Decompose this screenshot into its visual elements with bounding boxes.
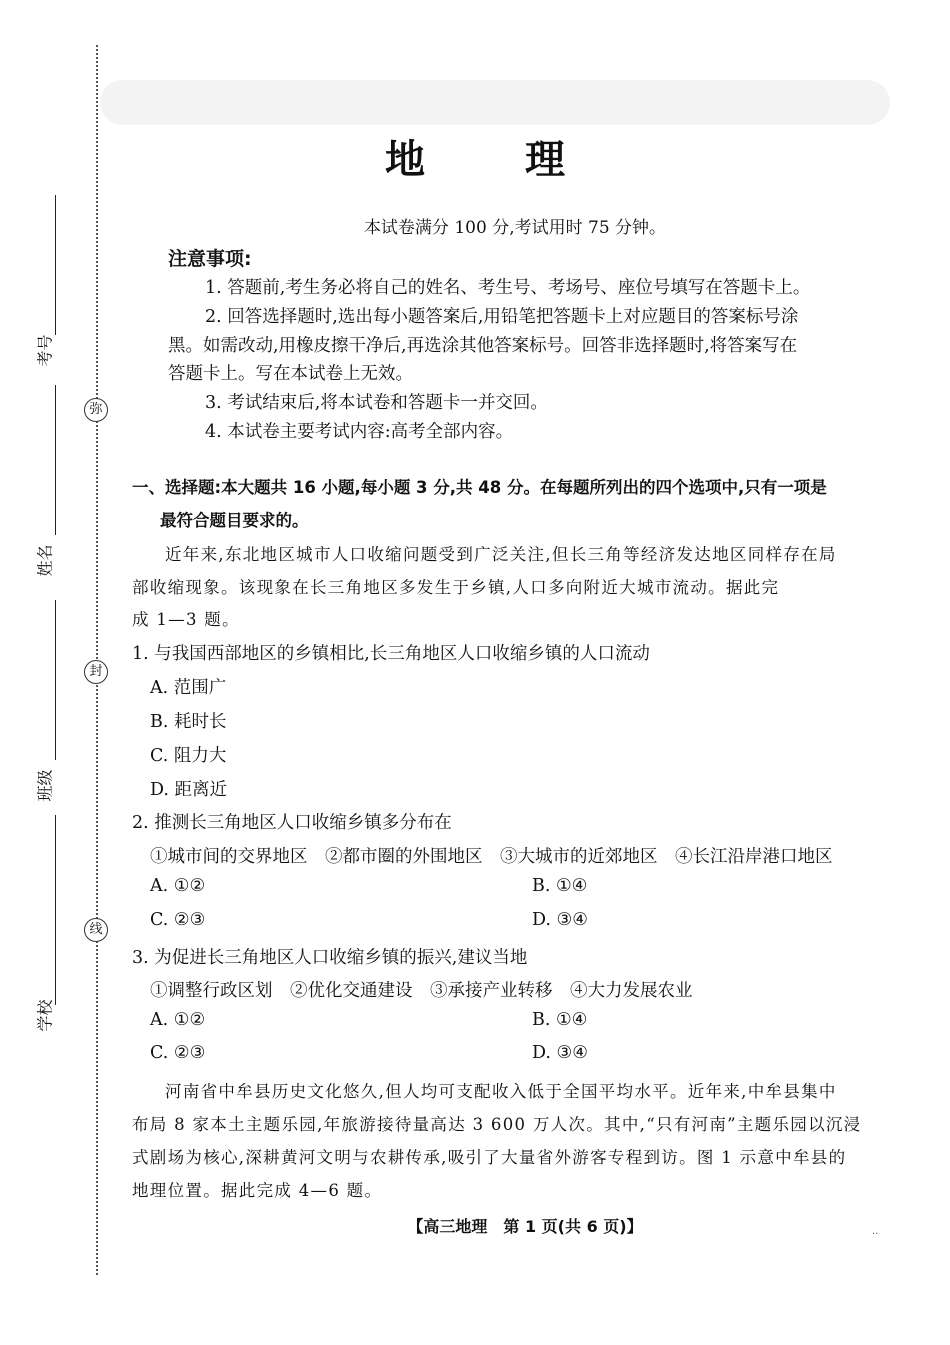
notice-item: 黑。如需改动,用橡皮擦干净后,再选涂其他答案标号。回答非选择题时,将答案写在 [168, 336, 798, 356]
school-label: 学校 [35, 999, 55, 1032]
exam-title: 地理 [385, 137, 665, 183]
option: B. 耗时长 [150, 712, 227, 732]
passage-line: 式剧场为核心,深耕黄河文明与农耕传承,吸引了大量省外游客专程到访。图 1 示意中牟县的 [132, 1148, 847, 1167]
question-1-stem: 1. 与我国西部地区的乡镇相比,长三角地区人口收缩乡镇的人口流动 [132, 644, 650, 664]
option: D. 距离近 [150, 780, 228, 800]
class-label: 班级 [35, 769, 55, 802]
school-line-upper [55, 815, 56, 1005]
option: A. 范围广 [150, 678, 227, 698]
seal-char-xian: 线 [84, 918, 108, 942]
option: A. ①② [150, 876, 206, 896]
notice-item: 答题卡上。写在本试卷上无效。 [168, 364, 413, 384]
passage-line: 地理位置。据此完成 4—6 题。 [132, 1181, 383, 1200]
notice-item: 1. 答题前,考生务必将自己的姓名、考生号、考场号、座位号填写在答题卡上。 [205, 278, 811, 298]
question-3-stem: 3. 为促进长三角地区人口收缩乡镇的振兴,建议当地 [132, 948, 528, 968]
option: B. ①④ [532, 1010, 588, 1030]
passage-line: 成 1—3 题。 [132, 610, 240, 629]
exam-number-label: 考号 [35, 334, 55, 367]
passage-line: 近年来,东北地区城市人口收缩问题受到广泛关注,但长三角等经济发达地区同样存在局 [165, 545, 837, 564]
option: D. ③④ [532, 910, 588, 930]
option: B. ①④ [532, 876, 588, 896]
notice-item: 4. 本试卷主要考试内容:高考全部内容。 [205, 422, 514, 442]
exam-subtitle: 本试卷满分 100 分,考试用时 75 分钟。 [363, 218, 667, 238]
option: C. ②③ [150, 910, 206, 930]
corner-mark: .. [872, 1226, 879, 1237]
notice-item: 3. 考试结束后,将本试卷和答题卡一并交回。 [205, 393, 548, 413]
name-line-upper [55, 385, 56, 535]
notice-heading: 注意事项: [168, 248, 252, 270]
class-line-upper [55, 600, 56, 760]
page-shading [100, 80, 890, 125]
page-footer: 【高三地理 第 1 页(共 6 页)】 [407, 1217, 643, 1236]
section-heading: 最符合题目要求的。 [160, 511, 309, 530]
question-2-items: ①城市间的交界地区 ②都市圈的外围地区 ③大城市的近郊地区 ④长江沿岸港口地区 [150, 847, 833, 867]
option: D. ③④ [532, 1043, 588, 1063]
passage-line: 部收缩现象。该现象在长三角地区多发生于乡镇,人口多向附近大城市流动。据此完 [132, 578, 780, 597]
option: C. 阻力大 [150, 746, 227, 766]
option: C. ②③ [150, 1043, 206, 1063]
passage-line: 河南省中牟县历史文化悠久,但人均可支配收入低于全国平均水平。近年来,中牟县集中 [165, 1082, 837, 1101]
question-3-items: ①调整行政区划 ②优化交通建设 ③承接产业转移 ④大力发展农业 [150, 981, 693, 1001]
notice-item: 2. 回答选择题时,选出每小题答案后,用铅笔把答题卡上对应题目的答案标号涂 [205, 307, 799, 327]
section-heading: 一、选择题:本大题共 16 小题,每小题 3 分,共 48 分。在每题所列出的四个选项中,只有一项是 [132, 478, 827, 497]
question-2-stem: 2. 推测长三角地区人口收缩乡镇多分布在 [132, 813, 452, 833]
option: A. ①② [150, 1010, 206, 1030]
seal-char-feng: 封 [84, 660, 108, 684]
passage-line: 布局 8 家本土主题乐园,年旅游接待量高达 3 600 万人次。其中,“只有河南”主题乐园以沉浸 [132, 1115, 862, 1134]
name-label: 姓名 [35, 544, 55, 577]
seal-char-mi: 弥 [84, 398, 108, 422]
